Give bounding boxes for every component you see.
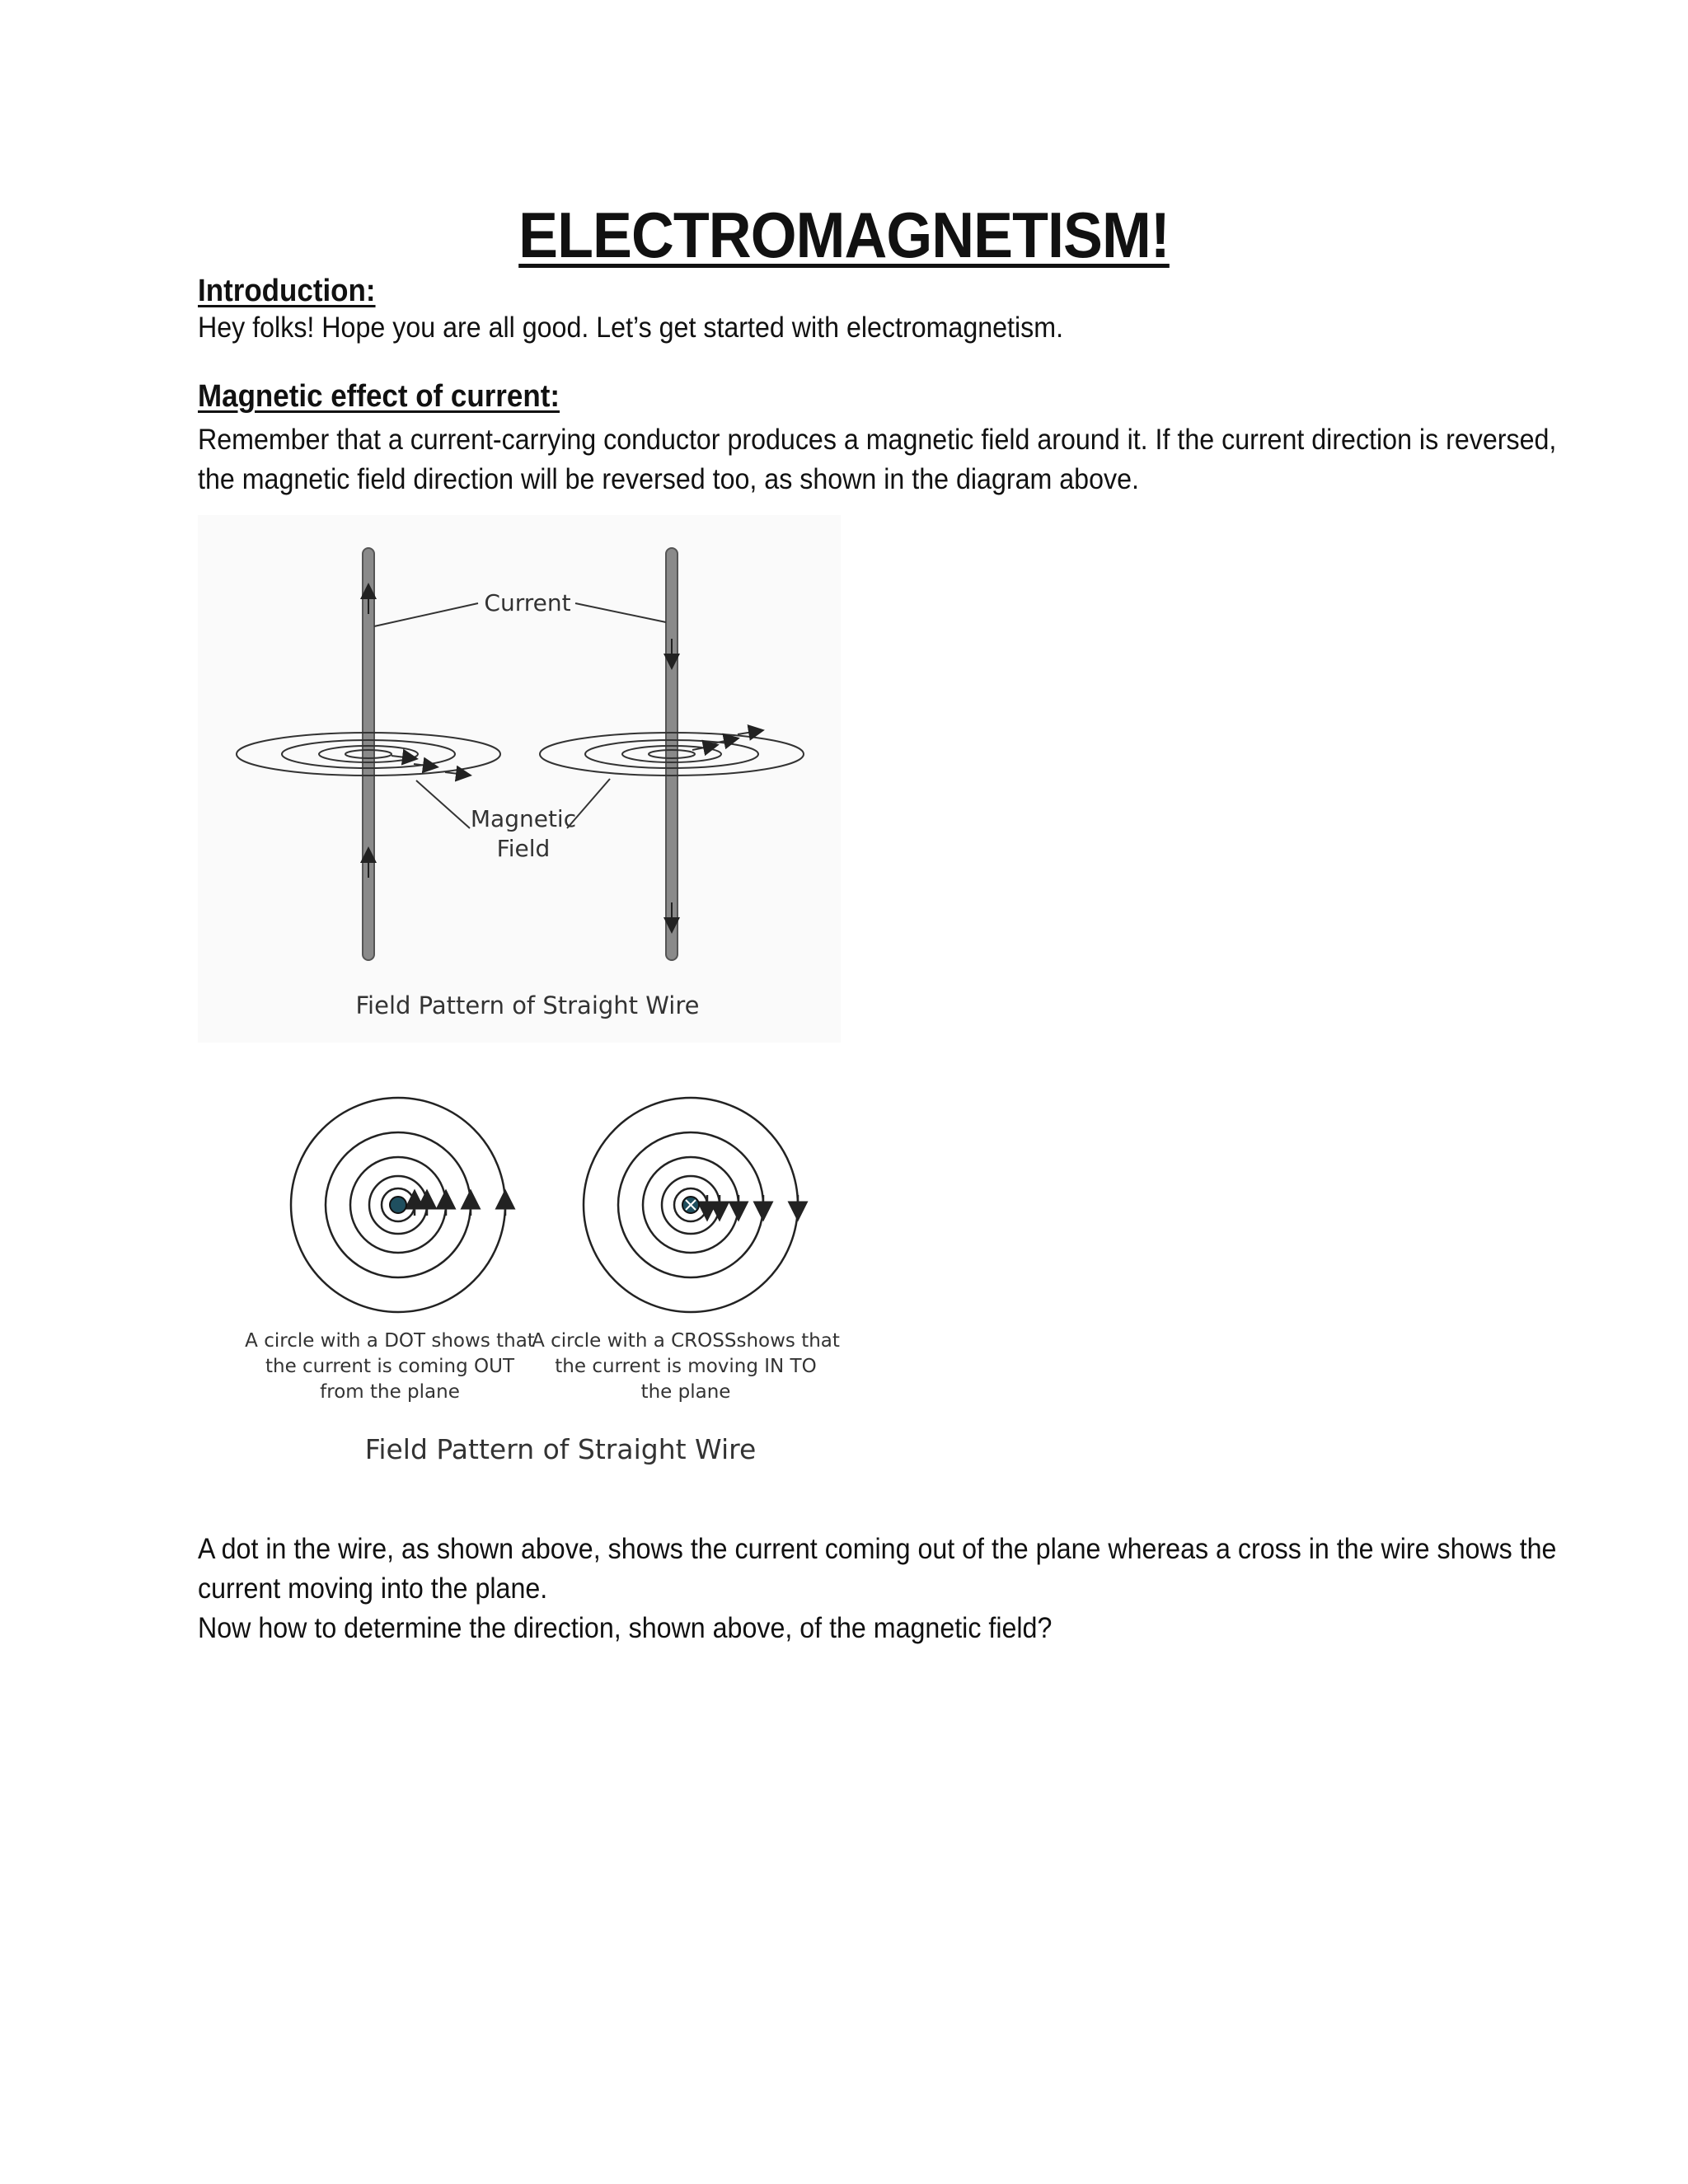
magnetic-effect-heading: Magnetic effect of current: bbox=[198, 379, 560, 414]
cross-caption-line-3: the plane bbox=[640, 1381, 731, 1403]
magnetic-effect-line-1: Remember that a current-carrying conductor produces a magnetic field around it. If the current direction is reversed, bbox=[198, 424, 1557, 456]
cross-caption-line-2: the current is moving IN TO bbox=[555, 1356, 817, 1377]
conclusion-line-2: current moving into the plane. bbox=[198, 1572, 548, 1605]
magnetic-effect-line-2: the magnetic field direction will be reversed too, as shown in the diagram above. bbox=[198, 463, 1139, 495]
current-label: Current bbox=[484, 589, 571, 616]
conclusion-line-3: Now how to determine the direction, shown above, of the magnetic field? bbox=[198, 1612, 1053, 1644]
page-title: ELECTROMAGNETISM! bbox=[518, 199, 1170, 271]
dot-cross-field-figure bbox=[198, 1080, 874, 1483]
cross-symbol-icon bbox=[682, 1197, 699, 1213]
figure-2-caption: Field Pattern of Straight Wire bbox=[364, 1433, 757, 1465]
intro-heading: Introduction: bbox=[198, 274, 376, 308]
straight-wire-field-figure bbox=[198, 515, 841, 1043]
figure-1-caption: Field Pattern of Straight Wire bbox=[355, 991, 700, 1019]
conclusion-line-1: A dot in the wire, as shown above, shows the current coming out of the plane whereas a cross in the wire shows the bbox=[198, 1533, 1557, 1565]
left-wire bbox=[363, 548, 374, 960]
dot-caption-line-3: from the plane bbox=[320, 1381, 460, 1403]
magnetic-label: Magnetic bbox=[470, 805, 577, 832]
dot-caption-line-2: the current is coming OUT bbox=[265, 1356, 515, 1377]
intro-text: Hey folks! Hope you are all good. Let’s get started with electromagnetism. bbox=[198, 312, 1064, 344]
right-wire bbox=[666, 548, 678, 960]
dot-symbol-icon bbox=[390, 1197, 406, 1213]
dot-caption-line-1: A circle with a DOT shows that bbox=[245, 1330, 535, 1352]
field-label: Field bbox=[496, 835, 551, 862]
cross-caption-line-1: A circle with a CROSSshows that bbox=[532, 1330, 840, 1352]
